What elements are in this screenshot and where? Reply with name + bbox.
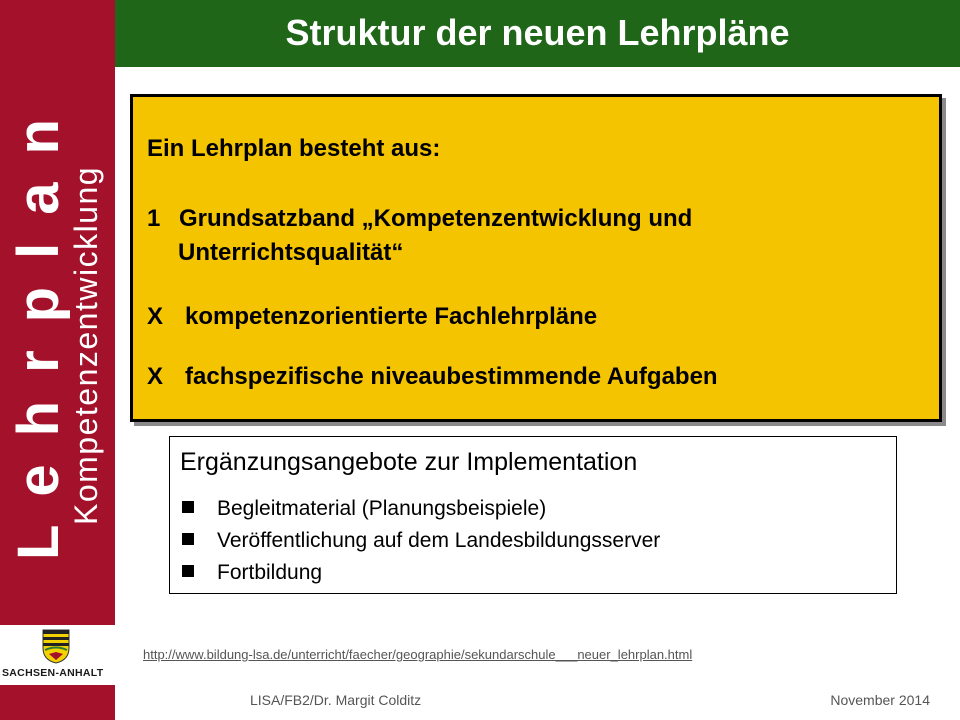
logo-text: SACHSEN-ANHALT <box>2 667 104 679</box>
lehrplan-url-link[interactable]: http://www.bildung-lsa.de/unterricht/faecher/geographie/sekundarschule___neuer_lehrplan.html <box>143 647 693 662</box>
item-marker: 1 <box>147 205 161 232</box>
item-marker: X <box>147 303 164 330</box>
bullet-square-icon <box>182 533 194 545</box>
component-item <box>147 205 692 233</box>
sidebar-subtitle: Kompetenzentwicklung <box>68 165 104 525</box>
list-item-text: Begleitmaterial (Planungsbeispiele) <box>217 497 547 520</box>
component-item <box>147 363 718 391</box>
lehrplan-components-box <box>130 94 942 422</box>
supplement-box <box>169 436 897 594</box>
item-text-continued: Unterrichtsqualität“ <box>178 239 404 266</box>
sachsen-anhalt-logo <box>0 625 115 685</box>
bullet-square-icon <box>182 565 194 577</box>
list-item <box>182 529 660 553</box>
item-marker: X <box>147 363 164 390</box>
item-text: kompetenzorientierte Fachlehrpläne <box>185 303 598 330</box>
footer-date: November 2014 <box>830 692 930 708</box>
bullet-square-icon <box>182 501 194 513</box>
list-item <box>182 561 322 585</box>
list-item-text: Veröffentlichung auf dem Landesbildungsserver <box>217 529 661 552</box>
coat-of-arms-icon <box>41 628 71 664</box>
component-item <box>147 303 597 331</box>
sidebar <box>0 0 115 720</box>
header-bar <box>115 0 960 67</box>
slide-title: Struktur der neuen Lehrpläne <box>285 12 790 53</box>
list-item-text: Fortbildung <box>217 561 323 584</box>
footer-author: LISA/FB2/Dr. Margit Colditz <box>250 692 422 708</box>
sidebar-title-lehrplan: Lehrplan <box>6 91 71 560</box>
item-text: fachspezifische niveaubestimmende Aufgaben <box>185 363 718 390</box>
supplement-title: Ergänzungsangebote zur Implementation <box>180 448 638 476</box>
list-item <box>182 497 546 521</box>
item-text: Grundsatzband „Kompetenzentwicklung und <box>179 205 693 232</box>
box-heading: Ein Lehrplan besteht aus: <box>147 135 441 162</box>
